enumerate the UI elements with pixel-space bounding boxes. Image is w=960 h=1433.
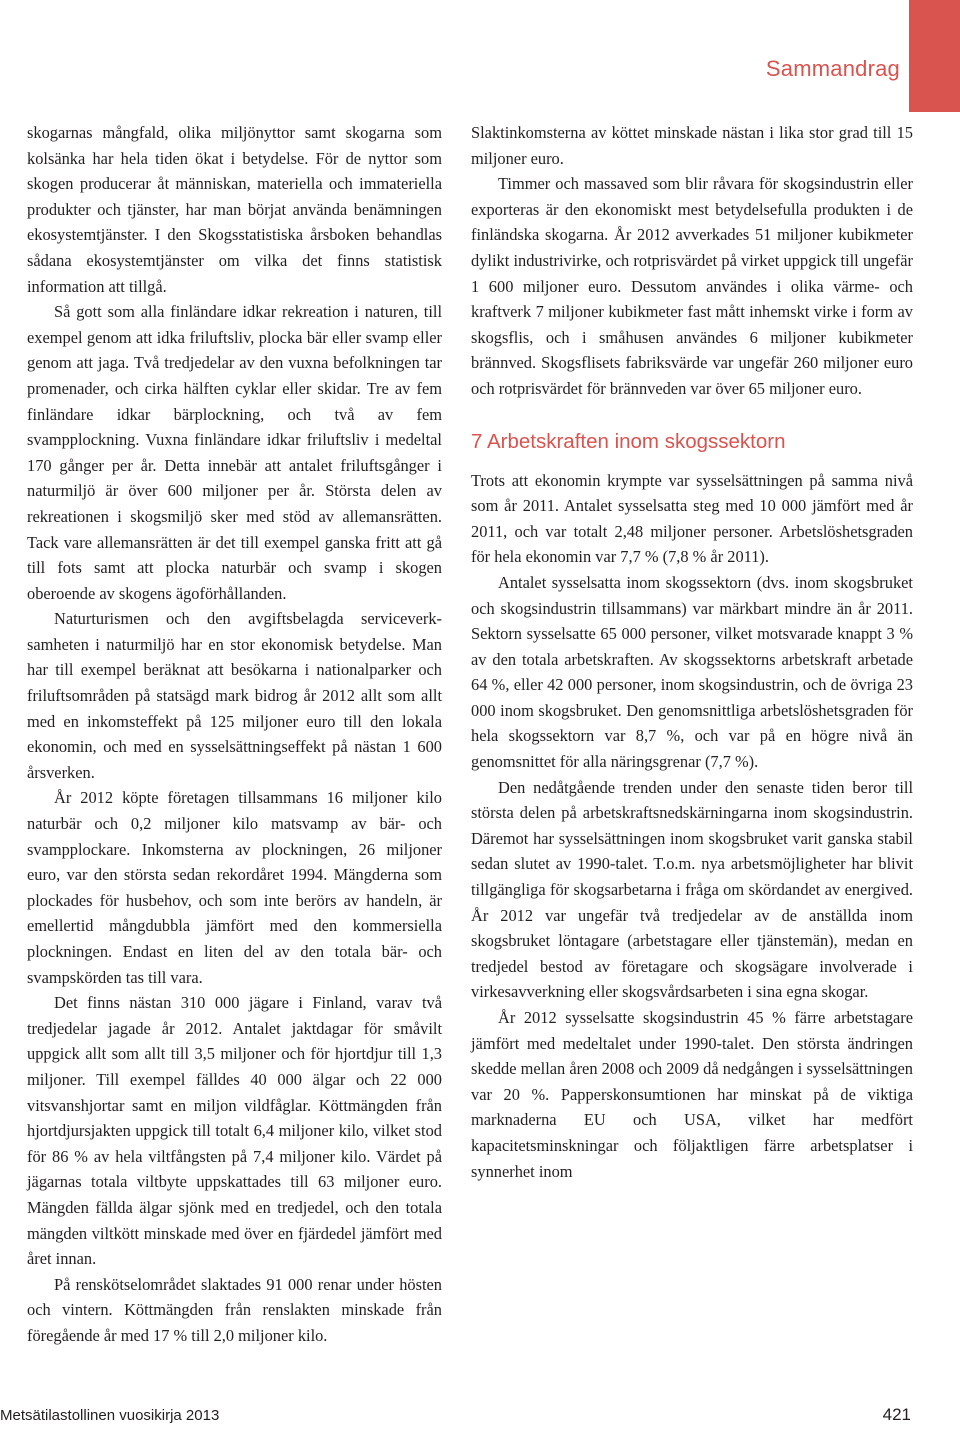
section-color-tab: [909, 0, 960, 112]
paragraph: År 2012 sysselsatte skogsindustrin 45 % färre arbetstagare jämfört med medeltalet under 1990-talet. Den största ändringen skedde mellan åren 2008 och 2009 då nedgången i sysselsättningen var 20 %. Papperskonsumtionen har minskat på de viktiga marknaderna EU och USA, vilket har medfört kapacitetsminskningar och följaktligen färre arbetsplatser i synnerhet inom: [471, 1008, 913, 1181]
paragraph: Naturturismen och den avgiftsbelagda serviceverksamheten i naturmiljö har en stor ekonomisk betydelse. Man har till exempel beräknat att besökarna i nationalparker och friluftsområden på statsägd mark bidrog år 2012 allt som allt med en inkomsteffekt på 125 miljoner euro till den lokala ekonomin, och med en sysselsättningseffekt på nästan 1 600 årsverken.: [27, 609, 442, 782]
paragraph: Trots att ekonomin krympte var sysselsättningen på samma nivå som år 2011. Antalet sysselsatta steg med 10 000 jämfört med år 2011, och var totalt 2,48 miljoner personer. Arbetslöshetsgraden för hela ekonomin var 7,7 % (7,8 % år 2011).: [471, 470, 913, 567]
paragraph: skogarnas mångfald, olika miljönyttor samt skogarna som kolsänka har hela tiden ökat i betydelse. För de nyttor som skogen producerar åt människan, materiella och immateriella produkter och tjänster, har man börjat använda benämningen ekosystemtjänster. I den Skogsstatistiska årsboken behandlas sådana ekosystemtjänster om vilka det finns statistisk information att tillgå.: [27, 123, 442, 296]
paragraph: På renskötselområdet slaktades 91 000 renar under hösten och vintern. Köttmängden från renslakten minskade från föregående år med 17 % till 2,0 miljoner kilo.: [27, 1274, 442, 1345]
left-column: [27, 120, 442, 1349]
paragraph: Antalet sysselsatta inom skogssektorn (dvs. inom skogsbruket och skogsindustrin tillsammans) var märkbart mindre än år 2011. Sektorn sysselsatte 65 000 personer, vilket motsvarade knappt 3 % av den totala arbetskraften. Av skogssektorns arbetskraft arbetade 64 %, eller 42 000 personer, inom skogsindustrin, och de övriga 23 000 inom skogsbruket. Den genomsnittliga arbetslöshetsgraden för hela skogssektorn var 8,7 %, och var på en högre nivå än genomsnittet för alla näringsgrenar (7,7 %).: [471, 572, 913, 772]
paragraph: Timmer och massaved som blir råvara för skogsindustrin eller exporteras är den ekonomiskt mest betydelsefulla produkten i de finländska skogarna. År 2012 avverkades 51 miljoner kubikmeter dylikt industrivirke, och rotprisvärdet på virket uppgick till ungefär 1 600 miljoner euro. Dessutom användes i olika värme- och kraftverk 7 miljoner kubikmeter fast mått inhemskt virke i form av skogsflis, och i småhusen användes 6 miljoner kubikmeter brännved. Skogsflisets fabriksvärde var ungefär 260 miljoner euro och rotprisvärdet för brännveden var över 65 miljoner euro.: [471, 174, 913, 398]
right-column: [471, 120, 913, 1184]
paragraph: Slaktinkomsterna av köttet minskade nästan i lika stor grad till 15 miljoner euro.: [471, 123, 913, 168]
paragraph: År 2012 köpte företagen tillsammans 16 miljoner kilo naturbär och 0,2 miljoner kilo matsvamp av bär- och svampplockare. Inkomsterna av plockningen, 26 miljoner euro, var den största sedan rekordåret 1994. Mängderna som plockades för husbehov, och som inte berörs av handeln, är emellertid mångdubbla jämfört med den kommersiella plockningen. Endast en liten del av den totala bär- och svampskörden tas till vara.: [27, 788, 442, 987]
footer-publication: Metsätilastollinen vuosikirja 2013: [0, 1407, 220, 1424]
paragraph: Den nedåtgående trenden under den senaste tiden beror till största delen på arbetskraftsnedskärningarna inom skogsindustrin. Däremot har sysselsättningen inom skogsbruket varit ganska stabil sedan slutet av 1990-talet. T.o.m. nya arbetsmöjligheter har blivit tillgängliga för skogsarbetarna i fråga om skördandet av energived. År 2012 var ungefär två tredjedelar av de anställda inom skogsbruket löntagare (arbetstagare eller tjänstemän), medan en tredjedel bestod av företagare och skogsägare involverade i virkesavverkning eller skogsvårdsarbeten i sina egna skogar.: [471, 777, 913, 1002]
paragraph: Det finns nästan 310 000 jägare i Finland, varav två tredjedelar jagade år 2012. Antalet jaktdagar för småvilt uppgick allt som allt till 3,5 miljoner och för hjortdjur till 1,3 miljoner. Till exempel fälldes 40 000 älgar och 22 000 vitsvanshjortar samt en miljon vildfåglar. Köttmängden från hjortdjursjakten uppgick till totalt 6,4 miljoner kilo, vilket stod för 86 % av hela viltfångsten på 7,4 miljoner kilo. Värdet på jägarnas totala viltbyte uppskattades till 63 miljoner euro. Mängden fällda älgar sjönk med en tredjedel, och den totala mängden viltkött minskade med över en fjärdedel jämfört med året innan.: [27, 993, 442, 1269]
page-number: 421: [882, 1405, 911, 1424]
section-title: Sammandrag: [765, 56, 900, 81]
chapter-heading: 7 Arbetskraften inom skogssektorn: [471, 429, 786, 453]
paragraph: Så gott som alla finländare idkar rekreation i naturen, till exempel genom att idka friluftsliv, plocka bär eller svamp eller genom att jaga. Två tredjedelar av den vuxna befolkningen tar promenader, och cirka hälften cyklar eller skidar. Tre av fem finländare idkar bärplockning, och två av fem svampplockning. Vuxna finländare idkar friluftsliv i medeltal 170 gånger per år. Detta innebär att antalet friluftsgånger i naturmiljö är över 600 miljoner per år. Största delen av rekreationen i skogsmiljö sker med stöd av allemansrätten. Tack vare allemansrätten är det till exempel ganska fritt att gå till fots samt att plocka naturbär och svamp i skogen oberoende av skogens ägoförhållanden.: [27, 302, 442, 603]
